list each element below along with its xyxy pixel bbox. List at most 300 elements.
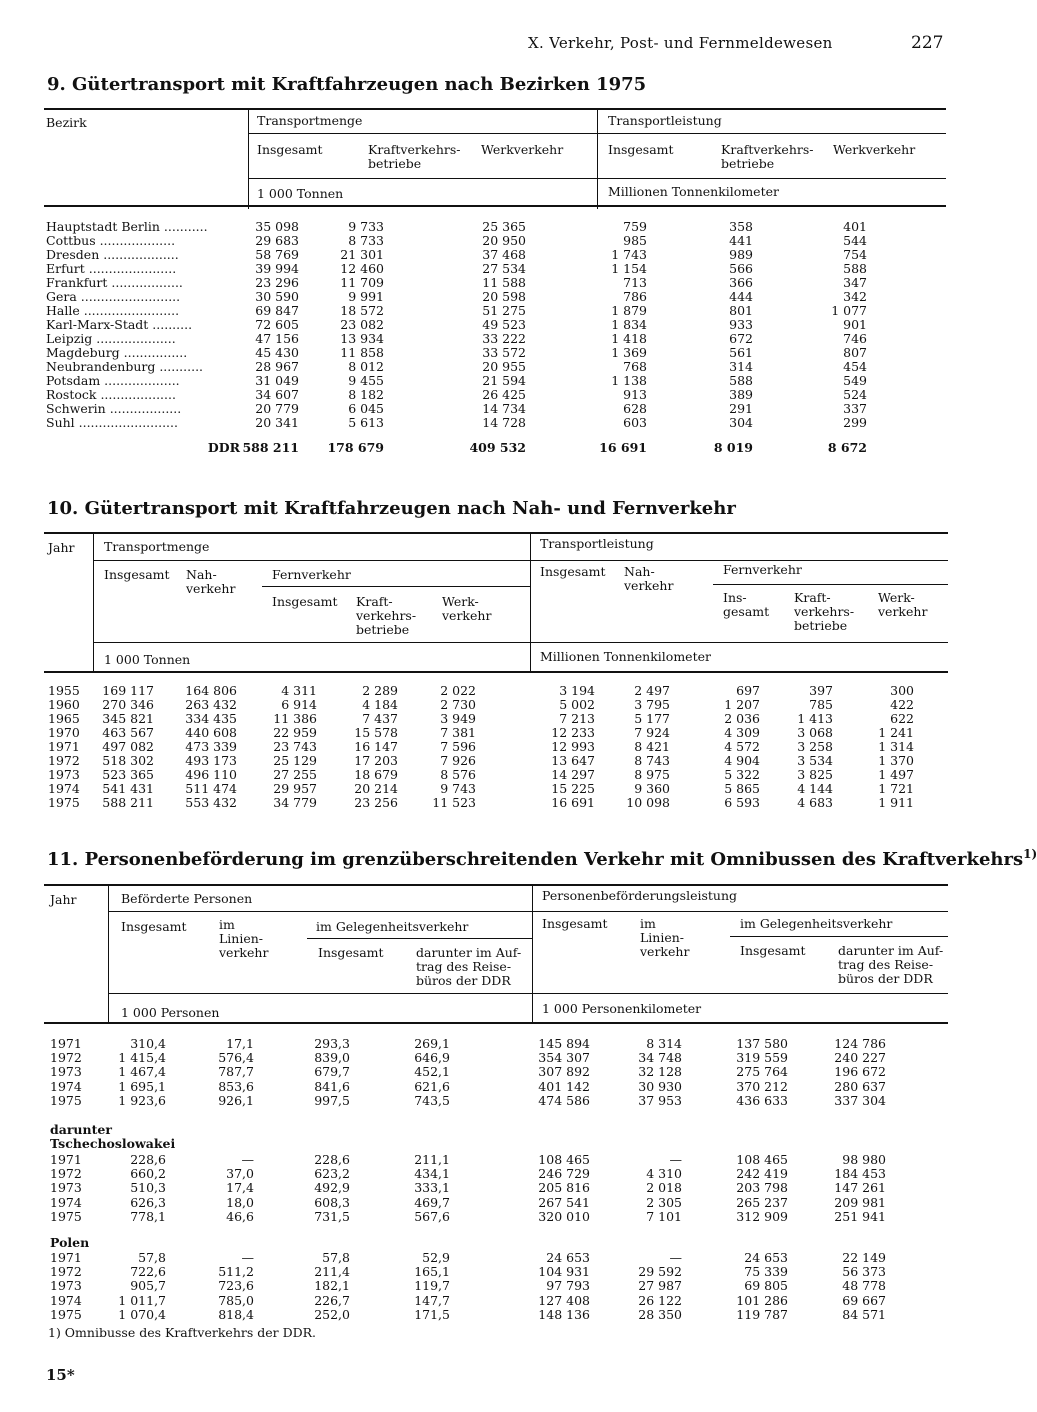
t10-title: 10. Gütertransport mit Kraftfahrzeugen nach Nah- und Fernverkehr (47, 498, 736, 519)
t9-cell: 985 (623, 233, 647, 248)
t9-col-bezirk: Bezirk (46, 115, 87, 130)
t11-cz-cell: 778,1 (130, 1208, 166, 1224)
t9-cell: 713 (623, 275, 647, 290)
t10-cell: 1 413 (797, 711, 833, 726)
t9-cell: 25 365 (482, 219, 526, 234)
t11-cz-cell: 320 010 (538, 1208, 590, 1224)
t11-cz-cell: 7 101 (646, 1208, 682, 1224)
t10-cell: 15 225 (551, 781, 595, 796)
t11-total-cell: 307 892 (538, 1064, 590, 1080)
t9-cell: 11 709 (340, 275, 384, 290)
t11-total-cell: 576,4 (218, 1050, 254, 1066)
t9-cell: 759 (623, 219, 647, 234)
t10-cell: 3 068 (797, 725, 833, 740)
t9-cell: 291 (729, 401, 753, 416)
t9-cell: 588 (843, 261, 867, 276)
t11-label-darunter: darunter (50, 1122, 112, 1137)
t11-col-linien-right: im Linien- verkehr (640, 916, 690, 959)
t11-cz-cell: 209 981 (834, 1194, 886, 1210)
t11-total-cell: 926,1 (218, 1092, 254, 1108)
t10-cell: 13 647 (551, 753, 595, 768)
t11-rule-gel-right (730, 936, 948, 937)
t9-title: 9. Gütertransport mit Kraftfahrzeugen nach Bezirken 1975 (47, 74, 647, 95)
t10-cell: 1965 (48, 711, 80, 726)
t11-pl-cell: 69 805 (744, 1278, 788, 1294)
t11-cz-cell: 2 305 (646, 1194, 682, 1210)
t9-row (46, 373, 946, 387)
t10-cell: 7 437 (362, 711, 398, 726)
t10-col-kvb-left: Kraft- verkehrs- betriebe (356, 594, 417, 637)
t11-col-gel-right: im Gelegenheitsverkehr (740, 916, 893, 931)
t11-col-insg-left: Insgesamt (121, 919, 187, 934)
t9-row (46, 303, 946, 317)
t11-pl-cell: 722,6 (130, 1264, 166, 1280)
t10-cell: 300 (890, 683, 914, 698)
t11-pl-cell: 252,0 (314, 1306, 350, 1322)
t9-cell: 754 (843, 247, 867, 262)
t9-cell: 1 369 (611, 345, 647, 360)
t11-total-cell: 354 307 (538, 1050, 590, 1066)
t10-row (48, 697, 948, 711)
t10-cell: 7 596 (440, 739, 476, 754)
t9-cell: Halle ........................ (46, 303, 180, 318)
t10-cell: 9 360 (634, 781, 670, 796)
t10-col-werk-left: Werk- verkehr (442, 594, 492, 623)
t10-col-insg2-left: Insgesamt (272, 594, 338, 609)
t11-label-cz: Tschechoslowakei (50, 1136, 176, 1151)
t9-cell: 14 734 (482, 401, 526, 416)
t9-cell: 746 (843, 331, 867, 346)
t11-total-cell: 401 142 (538, 1078, 590, 1094)
t11-pl-cell: 75 339 (744, 1264, 788, 1280)
t9-cell: 72 605 (255, 317, 299, 332)
t11-total-cell: 839,0 (314, 1050, 350, 1066)
t10-cell: 397 (809, 683, 833, 698)
t9-group-divider (597, 108, 598, 209)
t9-cell: 27 534 (482, 261, 526, 276)
t11-pl-cell: 818,4 (218, 1306, 254, 1322)
t11-group-left: Beförderte Personen (121, 891, 253, 906)
t10-cell: 25 129 (273, 753, 317, 768)
t9-cell: Frankfurt .................. (46, 275, 183, 290)
t10-cell: 1 721 (878, 781, 914, 796)
t10-row (48, 781, 948, 795)
t10-cell: 422 (890, 697, 914, 712)
t11-cz-row (50, 1166, 950, 1180)
t9-cell: 37 468 (482, 247, 526, 262)
t9-cell: 441 (729, 233, 753, 248)
t11-total-cell: 34 748 (638, 1050, 682, 1066)
t9-cell: 672 (729, 331, 753, 346)
t11-pl-cell: 211,4 (314, 1264, 350, 1280)
t11-cz-cell: 510,3 (130, 1180, 166, 1196)
t11-cz-cell: 242 419 (736, 1166, 788, 1182)
t10-cell: 1973 (48, 767, 80, 782)
t11-total-cell: 370 212 (736, 1078, 788, 1094)
t11-total-cell: 1972 (50, 1050, 82, 1066)
t11-total-row (50, 1093, 950, 1107)
t9-cell: 901 (843, 317, 867, 332)
t11-pl-cell: — (241, 1250, 254, 1265)
t10-cell: 263 432 (185, 697, 237, 712)
t11-pl-cell: 24 653 (744, 1250, 788, 1265)
t9-cell: 69 847 (255, 303, 299, 318)
t11-body-pl (50, 1250, 950, 1321)
t9-cell: 28 967 (255, 359, 299, 374)
t9-cell: 51 275 (482, 303, 526, 318)
t9-cell: 11 588 (482, 275, 526, 290)
t11-rule-gel-left (307, 938, 532, 939)
t10-cell: 5 322 (724, 767, 760, 782)
t9-cell: 45 430 (255, 345, 299, 360)
t11-rule-4 (44, 1022, 948, 1024)
t11-total-cell: 743,5 (414, 1092, 450, 1108)
t10-cell: 270 346 (102, 697, 154, 712)
t10-cell: 463 567 (102, 725, 154, 740)
t9-cell: 49 523 (482, 317, 526, 332)
running-title: X. Verkehr, Post- und Fernmeldewesen (528, 34, 833, 52)
t9-cell: 786 (623, 289, 647, 304)
t11-col-jahr: Jahr (50, 892, 77, 907)
t9-cell: 20 950 (482, 233, 526, 248)
t11-cz-cell: 228,6 (130, 1152, 166, 1167)
t10-col-werk-right: Werk- verkehr (878, 590, 928, 619)
t9-rule-4 (44, 205, 946, 207)
t11-cz-cell: 333,1 (414, 1180, 450, 1196)
t11-total-cell: 32 128 (638, 1064, 682, 1080)
t11-pl-cell: 28 350 (638, 1306, 682, 1322)
t11-cz-cell: 17,4 (226, 1180, 254, 1196)
t11-cz-cell: — (669, 1152, 682, 1167)
t9-unit-left: 1 000 Tonnen (257, 186, 344, 201)
t10-cell: 8 421 (634, 739, 670, 754)
t11-cz-cell: 251 941 (834, 1208, 886, 1224)
t9-total-cell: 409 532 (469, 440, 526, 455)
t11-total-cell: 436 633 (736, 1092, 788, 1108)
t11-pl-cell: 723,6 (218, 1278, 254, 1294)
t9-cell: 588 (729, 373, 753, 388)
t11-total-row (50, 1036, 950, 1050)
t10-cell: 4 311 (281, 683, 317, 698)
t9-cell: 1 077 (831, 303, 867, 318)
t9-cell: 358 (729, 219, 753, 234)
t10-row (48, 795, 948, 809)
t10-cell: 16 691 (551, 795, 595, 810)
t10-cell: 523 365 (102, 767, 154, 782)
t9-cell: 304 (729, 415, 753, 430)
t10-cell: 164 806 (185, 683, 237, 698)
t11-pl-row (50, 1250, 950, 1264)
t11-title-footnote-mark: 1) (1023, 847, 1037, 861)
t11-pl-cell: 101 286 (736, 1292, 788, 1308)
t11-total-cell: 310,4 (130, 1036, 166, 1051)
t10-col-nah-left: Nah- verkehr (186, 567, 236, 596)
t11-cz-cell: 211,1 (414, 1152, 450, 1167)
t11-cz-cell: 1972 (50, 1166, 82, 1182)
t10-cell: 2 036 (724, 711, 760, 726)
t11-group-divider (532, 884, 533, 1024)
t10-cell: 20 214 (354, 781, 398, 796)
t11-cz-row (50, 1209, 950, 1223)
t10-cell: 5 177 (634, 711, 670, 726)
t9-total (46, 440, 946, 456)
t9-cell: Magdeburg ................ (46, 345, 188, 360)
t9-cell: 11 858 (340, 345, 384, 360)
t9-stub-divider (248, 108, 249, 209)
t11-pl-cell: 26 122 (638, 1292, 682, 1308)
t11-total-cell: 124 786 (834, 1036, 886, 1051)
t9-row (46, 401, 946, 415)
t10-cell: 1970 (48, 725, 80, 740)
t10-row (48, 767, 948, 781)
t10-cell: 27 255 (273, 767, 317, 782)
t10-group-menge: Transportmenge (104, 539, 210, 554)
t9-total-cell: DDR (207, 440, 240, 455)
t10-cell: 2 497 (634, 683, 670, 698)
t10-cell: 6 593 (724, 795, 760, 810)
t11-pl-cell: 1971 (50, 1250, 82, 1265)
t9-row (46, 359, 946, 373)
t10-cell: 1 241 (878, 725, 914, 740)
t11-total-cell: 621,6 (414, 1078, 450, 1094)
t11-col-insg-right: Insgesamt (542, 916, 608, 931)
t11-body-total (50, 1036, 950, 1107)
t9-total-cell: 8 019 (713, 440, 753, 455)
t10-cell: 345 821 (102, 711, 154, 726)
t10-cell: 23 743 (273, 739, 317, 754)
t9-cell: 47 156 (255, 331, 299, 346)
t10-rule-2 (93, 560, 948, 561)
t11-cz-cell: 608,3 (314, 1194, 350, 1210)
t11-rule-3 (108, 993, 948, 994)
t10-rule-fern-left (262, 586, 530, 587)
t11-pl-cell: 165,1 (414, 1264, 450, 1280)
t11-cz-cell: 246 729 (538, 1166, 590, 1182)
t9-cell: 913 (623, 387, 647, 402)
t9-cell: 549 (843, 373, 867, 388)
t10-cell: 8 975 (634, 767, 670, 782)
t9-col-werk-left: Werkverkehr (481, 142, 564, 157)
t11-cz-cell: 1974 (50, 1194, 82, 1210)
t11-cz-row (50, 1152, 950, 1166)
t10-cell: 3 534 (797, 753, 833, 768)
t10-cell: 169 117 (102, 683, 154, 698)
t11-total-row (50, 1079, 950, 1093)
t9-row (46, 275, 946, 289)
t11-cz-cell: 626,3 (130, 1194, 166, 1210)
t11-total-cell: 1 695,1 (118, 1078, 166, 1094)
t10-cell: 1975 (48, 795, 80, 810)
t10-cell: 4 184 (362, 697, 398, 712)
t10-cell: 1 497 (878, 767, 914, 782)
t9-cell: Suhl ......................... (46, 415, 178, 430)
t11-total-cell: 1 923,6 (118, 1092, 166, 1108)
t11-cz-cell: 660,2 (130, 1166, 166, 1182)
t11-cz-cell: 147 261 (834, 1180, 886, 1196)
t10-cell: 493 173 (185, 753, 237, 768)
t10-cell: 440 608 (185, 725, 237, 740)
t9-cell: 1 879 (611, 303, 647, 318)
t9-cell: 23 082 (340, 317, 384, 332)
t11-title-text: 11. Personenbeförderung im grenzüberschreitenden Verkehr mit Omnibussen des Kraftverkehrs (47, 849, 1024, 870)
t9-cell: 401 (843, 219, 867, 234)
t9-cell: 26 425 (482, 387, 526, 402)
t9-row (46, 219, 946, 233)
t11-unit-left: 1 000 Personen (121, 1005, 220, 1020)
t9-cell: Gera ......................... (46, 289, 181, 304)
t11-pl-cell: 24 653 (546, 1250, 590, 1265)
t9-cell: 342 (843, 289, 867, 304)
t9-top-rule (44, 108, 946, 110)
t10-cell: 11 523 (432, 795, 476, 810)
t11-pl-cell: 119 787 (736, 1306, 788, 1322)
t11-total-cell: 319 559 (736, 1050, 788, 1066)
t11-pl-cell: 57,8 (138, 1250, 166, 1265)
t9-cell: 454 (843, 359, 867, 374)
t11-cz-cell: — (241, 1152, 254, 1167)
t9-row (46, 289, 946, 303)
t9-cell: 989 (729, 247, 753, 262)
t11-pl-cell: 171,5 (414, 1306, 450, 1322)
t9-row (46, 387, 946, 401)
t9-cell: 13 934 (340, 331, 384, 346)
t11-total-cell: 679,7 (314, 1064, 350, 1080)
t10-cell: 5 865 (724, 781, 760, 796)
t10-cell: 785 (809, 697, 833, 712)
t9-cell: 347 (843, 275, 867, 290)
t11-total-row (50, 1064, 950, 1078)
t11-pl-row (50, 1307, 950, 1321)
t10-cell: 17 203 (354, 753, 398, 768)
t9-cell: 337 (843, 401, 867, 416)
t11-col-insg2-left: Insgesamt (318, 945, 384, 960)
t11-total-cell: 1974 (50, 1078, 82, 1094)
t10-rule-4 (44, 671, 948, 673)
t11-stub-divider (108, 884, 109, 1024)
t11-cz-cell: 228,6 (314, 1152, 350, 1167)
t10-cell: 10 098 (626, 795, 670, 810)
t9-cell: 299 (843, 415, 867, 430)
t9-group-menge: Transportmenge (257, 113, 363, 128)
t10-cell: 23 256 (354, 795, 398, 810)
t11-col-darunter-left: darunter im Auf- trag des Reise- büros der DDR (416, 945, 522, 988)
t10-cell: 473 339 (185, 739, 237, 754)
t11-cz-row (50, 1180, 950, 1194)
t11-pl-cell: 52,9 (422, 1250, 450, 1265)
t10-cell: 7 926 (440, 753, 476, 768)
t11-pl-cell: 48 778 (842, 1278, 886, 1294)
t9-cell: 29 683 (255, 233, 299, 248)
t11-cz-cell: 2 018 (646, 1180, 682, 1196)
t10-cell: 1972 (48, 753, 80, 768)
t9-row (46, 261, 946, 275)
t11-pl-cell: 97 793 (546, 1278, 590, 1294)
t10-col-insg2-right: Ins- gesamt (723, 590, 770, 619)
t11-cz-cell: 731,5 (314, 1208, 350, 1224)
t11-col-gel-left: im Gelegenheitsverkehr (316, 919, 469, 934)
t11-total-cell: 1 467,4 (118, 1064, 166, 1080)
t10-cell: 12 233 (551, 725, 595, 740)
sheet-signature: 15* (46, 1366, 75, 1384)
t10-unit-left: 1 000 Tonnen (104, 652, 191, 667)
t10-cell: 622 (890, 711, 914, 726)
t9-cell: Erfurt ...................... (46, 261, 177, 276)
t11-cz-row (50, 1195, 950, 1209)
t10-cell: 9 743 (440, 781, 476, 796)
t10-cell: 334 435 (185, 711, 237, 726)
t9-cell: 30 590 (255, 289, 299, 304)
t10-cell: 4 144 (797, 781, 833, 796)
t10-cell: 1971 (48, 739, 80, 754)
t11-cz-cell: 312 909 (736, 1208, 788, 1224)
t11-total-cell: 474 586 (538, 1092, 590, 1108)
t10-cell: 588 211 (102, 795, 154, 810)
t11-pl-cell: 1972 (50, 1264, 82, 1280)
t9-cell: 9 455 (348, 373, 384, 388)
t9-row (46, 345, 946, 359)
t11-pl-cell: 1 070,4 (118, 1306, 166, 1322)
t10-cell: 511 474 (185, 781, 237, 796)
t10-row (48, 739, 948, 753)
t11-cz-cell: 108 465 (538, 1152, 590, 1167)
t9-cell: 389 (729, 387, 753, 402)
t11-col-linien-left: im Linien- verkehr (219, 917, 269, 960)
t9-cell: 5 613 (348, 415, 384, 430)
t10-col-fern-left: Fernverkehr (272, 567, 351, 582)
t11-pl-cell: 127 408 (538, 1292, 590, 1308)
t10-cell: 1 911 (878, 795, 914, 810)
t9-cell: 8 733 (348, 233, 384, 248)
t11-cz-cell: 37,0 (226, 1166, 254, 1182)
t10-cell: 1960 (48, 697, 80, 712)
t11-cz-cell: 4 310 (646, 1166, 682, 1182)
t10-cell: 7 213 (559, 711, 595, 726)
t10-cell: 1 314 (878, 739, 914, 754)
t10-cell: 3 258 (797, 739, 833, 754)
t11-total-row (50, 1050, 950, 1064)
t10-row (48, 711, 948, 725)
t11-total-cell: 1971 (50, 1036, 82, 1051)
t11-total-cell: 17,1 (226, 1036, 254, 1051)
t11-total-cell: 275 764 (736, 1064, 788, 1080)
t11-footnote: 1) Omnibusse des Kraftverkehrs der DDR. (48, 1325, 317, 1340)
t10-cell: 6 914 (281, 697, 317, 712)
t11-rule-2 (108, 911, 948, 912)
t11-total-cell: 30 930 (638, 1078, 682, 1094)
t11-title (47, 847, 1037, 870)
t10-cell: 3 949 (440, 711, 476, 726)
t9-cell: 33 222 (482, 331, 526, 346)
t9-cell: 20 598 (482, 289, 526, 304)
t10-col-insg-right: Insgesamt (540, 564, 606, 579)
t11-pl-cell: 29 592 (638, 1264, 682, 1280)
t9-total-cell: 8 672 (827, 440, 867, 455)
t9-cell: 34 607 (255, 387, 299, 402)
t11-total-cell: 1975 (50, 1092, 82, 1108)
t10-cell: 8 576 (440, 767, 476, 782)
t10-cell: 14 297 (551, 767, 595, 782)
t9-row (46, 331, 946, 345)
t11-unit-right: 1 000 Personenkilometer (542, 1001, 702, 1016)
t11-group-right: Personenbeförderungsleistung (542, 888, 738, 903)
t11-pl-cell: 148 136 (538, 1306, 590, 1322)
t11-pl-cell: 84 571 (842, 1306, 886, 1322)
t10-stub-divider (93, 532, 94, 672)
t11-total-cell: 280 637 (834, 1078, 886, 1094)
t11-pl-cell: 511,2 (218, 1264, 254, 1280)
t10-cell: 697 (736, 683, 760, 698)
t9-cell: 9 991 (348, 289, 384, 304)
